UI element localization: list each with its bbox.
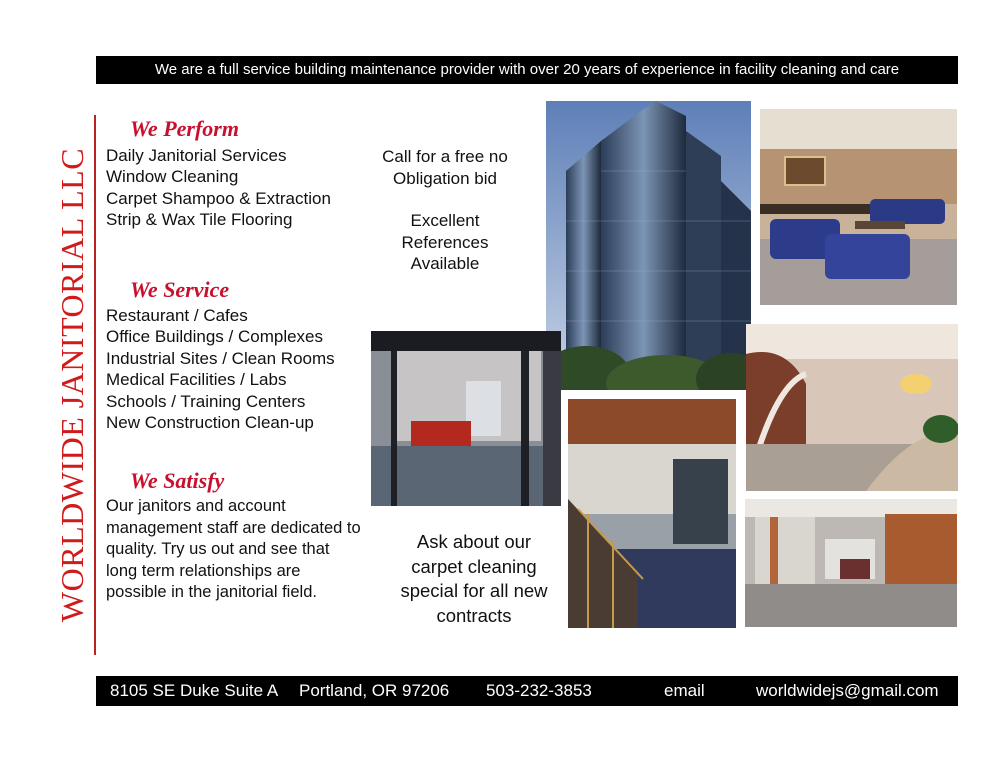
perform-list [106,145,331,231]
callout-line: Call for a free no [382,147,508,166]
city: Portland, OR 97206 [299,681,450,700]
callout-line: Obligation bid [393,168,497,188]
skyscraper-photo [546,101,751,390]
staircase-photo [568,399,736,628]
contact-banner [96,676,958,706]
address: 8105 SE Duke Suite A [110,681,279,700]
list-item: Daily Janitorial Services [106,146,287,165]
list-item: Office Buildings / Complexes [106,327,324,347]
callout-line: References [401,232,489,252]
callout-line: Available [410,254,480,273]
carpet-line: contracts [436,604,512,626]
email-label: email [664,681,705,700]
list-item: New Construction Clean-up [106,413,314,433]
top-banner [96,56,958,84]
reception-photo [371,331,561,506]
tagline: We are a full service building maintenance provider with over 20 years of experience in facility cleaning and care [154,61,900,78]
list-item: Window Cleaning [106,167,239,187]
callout-line: Excellent [410,211,480,230]
satisfy-text: Our janitors and account management staff are dedicated to quality. Try us out and see that long term relationships are possible in the janitorial field. [106,497,361,602]
company-name: WORLDWIDE JANITORIAL LLC [54,147,90,623]
service-heading: We Service [130,277,230,302]
carpet-line: special for all new [400,580,548,601]
curved-stair-photo [746,324,958,491]
list-item: Industrial Sites / Clean Rooms [106,348,335,368]
service-list [106,305,335,433]
list-item: Strip & Wax Tile Flooring [106,210,293,230]
phone: 503-232-3853 [486,681,592,700]
carpet-line: carpet cleaning [411,555,537,577]
carpet-line: Ask about our [416,531,532,552]
list-item: Schools / Training Centers [106,391,306,411]
email-link[interactable]: worldwidejs@gmail.com [756,681,939,700]
free-bid-callout [370,146,520,275]
carpet-special [388,530,560,628]
list-item: Restaurant / Cafes [106,306,248,325]
office-corridor-photo [745,499,957,627]
satisfy-heading: We Satisfy [130,468,225,493]
list-item: Medical Facilities / Labs [106,370,287,390]
list-item: Carpet Shampoo & Extraction [106,188,331,208]
lobby-photo [760,109,957,305]
perform-heading: We Perform [130,116,239,141]
company-name-rule [94,115,96,655]
